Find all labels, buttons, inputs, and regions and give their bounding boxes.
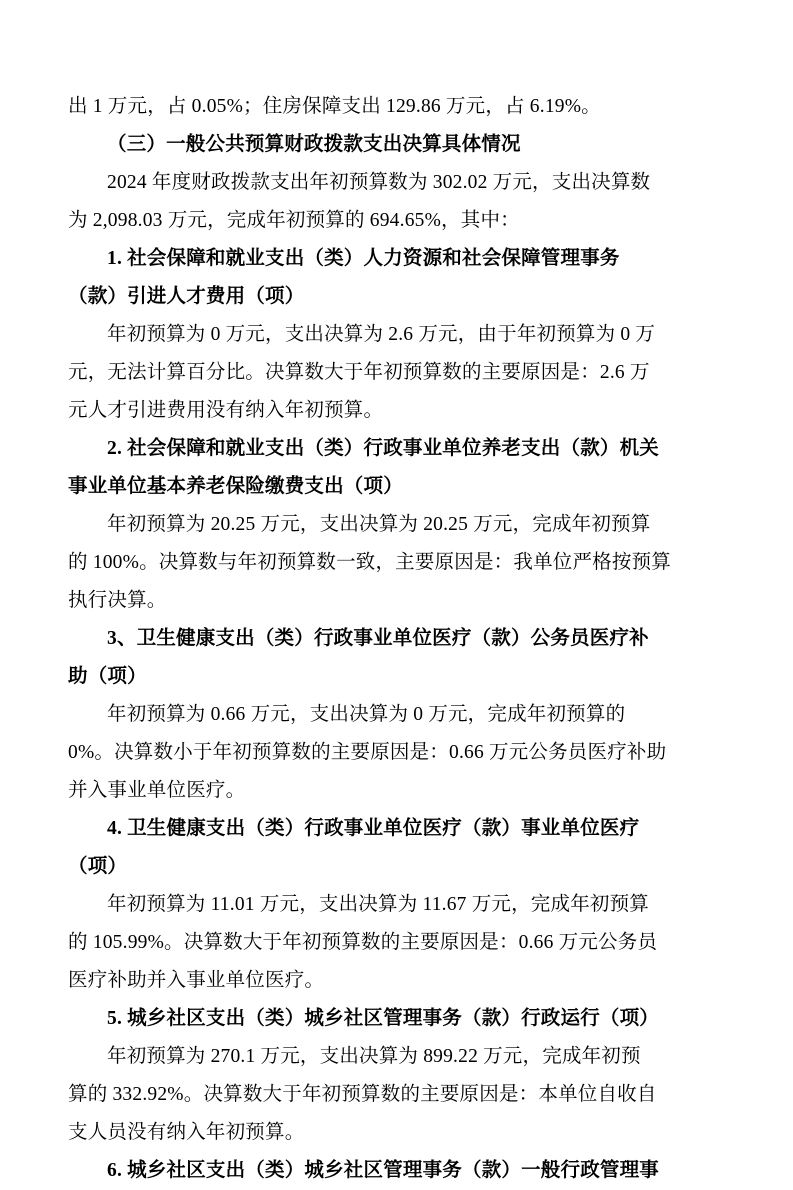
paragraph-line: 0%。决算数小于年初预算数的主要原因是：0.66 万元公务员医疗补助 — [68, 742, 667, 763]
paragraph-line: 年初预算为 11.01 万元，支出决算为 11.67 万元，完成年初预算 — [107, 894, 650, 915]
paragraph-line: 支人员没有纳入年初预算。 — [68, 1122, 305, 1143]
paragraph-line: 算的 332.92%。决算数大于年初预算数的主要原因是：本单位自收自 — [68, 1084, 657, 1105]
item-heading: 2. 社会保障和就业支出（类）行政事业单位养老支出（款）机关 — [107, 438, 660, 459]
section-heading: （三）一般公共预算财政拨款支出决算具体情况 — [107, 134, 521, 155]
paragraph-line: 出 1 万元，占 0.05%；住房保障支出 129.86 万元，占 6.19%。 — [68, 96, 601, 117]
item-heading: 事业单位基本养老保险缴费支出（项） — [68, 476, 403, 497]
paragraph-line: 的 105.99%。决算数大于年初预算数的主要原因是：0.66 万元公务员 — [68, 932, 658, 953]
paragraph-line: 年初预算为 270.1 万元，支出决算为 899.22 万元，完成年初预 — [107, 1046, 641, 1067]
paragraph-line: 年初预算为 0.66 万元，支出决算为 0 万元，完成年初预算的 — [107, 704, 626, 725]
paragraph-line: 年初预算为 20.25 万元，支出决算为 20.25 万元，完成年初预算 — [107, 514, 651, 535]
item-heading: 6. 城乡社区支出（类）城乡社区管理事务（款）一般行政管理事 — [107, 1160, 660, 1181]
document-body — [68, 88, 731, 1190]
item-heading: 3、卫生健康支出（类）行政事业单位医疗（款）公务员医疗补 — [107, 628, 649, 649]
paragraph-line: 的 100%。决算数与年初预算数一致，主要原因是：我单位严格按预算 — [68, 552, 671, 573]
paragraph-line: 元人才引进费用没有纳入年初预算。 — [68, 400, 384, 421]
paragraph-line: 年初预算为 0 万元，支出决算为 2.6 万元，由于年初预算为 0 万 — [107, 324, 656, 345]
item-heading: 4. 卫生健康支出（类）行政事业单位医疗（款）事业单位医疗 — [107, 818, 640, 839]
paragraph-line: 为 2,098.03 万元，完成年初预算的 694.65%，其中： — [68, 210, 520, 231]
paragraph-line: 元，无法计算百分比。决算数大于年初预算数的主要原因是：2.6 万 — [68, 362, 650, 383]
item-heading: （项） — [68, 856, 128, 877]
paragraph-line: 并入事业单位医疗。 — [68, 780, 246, 801]
item-heading: （款）引进人才费用（项） — [68, 286, 305, 307]
paragraph-line: 执行决算。 — [68, 590, 167, 611]
item-heading: 5. 城乡社区支出（类）城乡社区管理事务（款）行政运行（项） — [107, 1008, 660, 1029]
item-heading: 1. 社会保障和就业支出（类）人力资源和社会保障管理事务 — [107, 248, 620, 269]
item-heading: 助（项） — [68, 666, 147, 687]
paragraph-line: 医疗补助并入事业单位医疗。 — [68, 970, 325, 991]
paragraph-line: 2024 年度财政拨款支出年初预算数为 302.02 万元，支出决算数 — [107, 172, 651, 193]
